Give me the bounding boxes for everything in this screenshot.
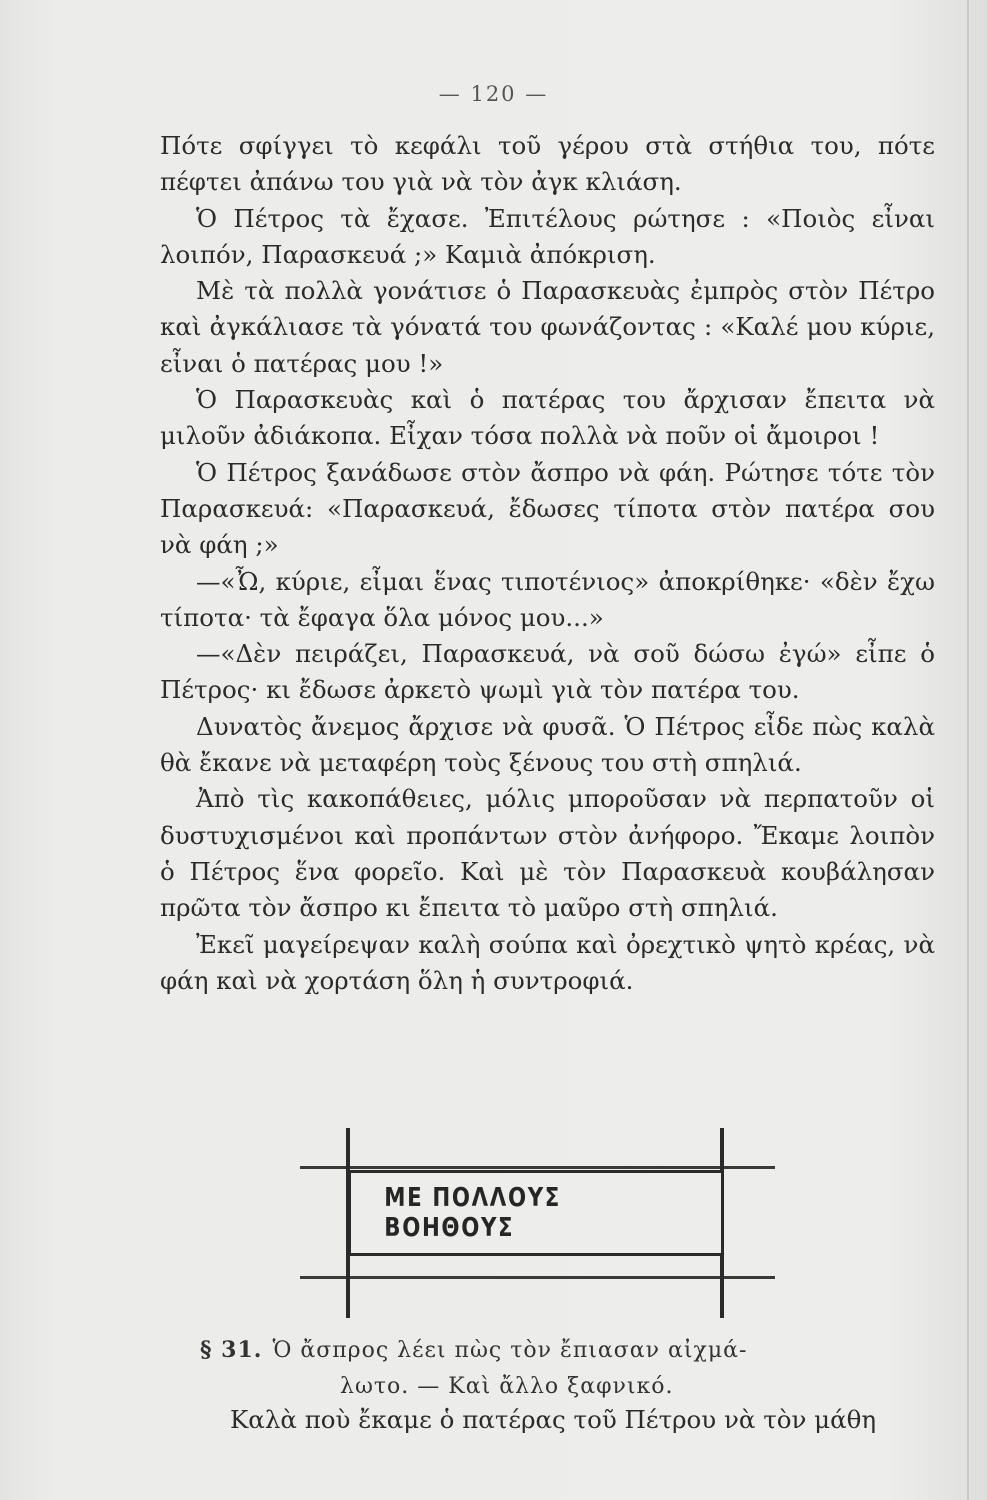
paragraph: Καλὰ ποὺ ἔκαμε ὁ πατέρας τοῦ Πέτρου νὰ τὸν μάθη: [230, 1405, 877, 1434]
section-heading: [200, 1332, 920, 1405]
page-number: — 120 —: [438, 82, 549, 106]
section-title-line1: Ὁ ἄσπρος λέει πὼς τὸν ἔπιασαν αἰχμά-: [272, 1338, 748, 1363]
paragraph: —«Ὦ, κύριε, εἶμαι ἕνας τιποτένιος» ἀποκρίθηκε· «δὲν ἔχω τίποτα· τὰ ἔφαγα ὅλα μόνος μου...»: [160, 566, 935, 632]
chapter-heading-ornament: [300, 1128, 775, 1318]
section-number: § 31.: [200, 1337, 263, 1363]
paragraph: Μὲ τὰ πολλὰ γονάτισε ὁ Παρασκευὰς ἐμπρὸς στὸν Πέτρο καὶ ἀγκάλιασε τὰ γόνατά του φωνάζοντας : «Καλέ μου κύριε, εἶναι ὁ πατέρας μου !»: [160, 276, 935, 378]
paragraph: Πότε σφίγγει τὸ κεφάλι τοῦ γέρου στὰ στήθια του, πότε πέφτει ἀπάνω του γιὰ νὰ τὸν ἀγκ κλιάση.: [160, 131, 935, 197]
paragraph: Ὁ Πέτρος τὰ ἔχασε. Ἐπιτέλους ρώτησε : «Ποιὸς εἶναι λοιπόν, Παρασκευά ;» Καμιὰ ἀπόκριση.: [160, 203, 935, 269]
paragraph: Ὁ Παρασκευὰς καὶ ὁ πατέρας του ἄρχισαν ἔπειτα νὰ μιλοῦν ἀδιάκοπα. Εἶχαν τόσα πολλὰ νὰ ποῦν οἱ ἄμοιροι !: [160, 385, 935, 451]
chapter-title-box: [348, 1170, 724, 1256]
paragraph: Ἀπὸ τὶς κακοπάθειες, μόλις μποροῦσαν νὰ περπατοῦν οἱ δυστυχισμένοι καὶ προπάντων στὸν ἀνήφορο. Ἔκαμε λοιπὸν ὁ Πέτρος ἕνα φορεῖο. Καὶ μὲ τὸν Παρασκευὰ κουβάλησαν πρῶτα τὸν ἄσπρο κι ἔπειτα τὸ μαῦρο στὴ σπηλιά.: [160, 784, 935, 923]
paragraph: —«Δὲν πειράζει, Παρασκευά, νὰ σοῦ δώσω ἐγώ» εἶπε ὁ Πέτρος· κι ἔδωσε ἀρκετὸ ψωμὶ γιὰ τὸν πατέρα του.: [160, 639, 935, 705]
paragraph: Δυνατὸς ἄνεμος ἄρχισε νὰ φυσᾶ. Ὁ Πέτρος εἶδε πὼς καλὰ θὰ ἔκανε νὰ μεταφέρη τοὺς ξένους του στὴ σπηλιά.: [160, 711, 935, 778]
ornament-rule-top: [300, 1166, 775, 1169]
body-text: [160, 128, 935, 999]
chapter-title: ΜΕ ΠΟΛΛΟΥΣ ΒΟΗΘΟΥΣ: [384, 1183, 561, 1243]
paragraph: Ὁ Πέτρος ξανάδωσε στὸν ἄσπρο νὰ φάη. Ρώτησε τότε τὸν Παρασκευά: «Παρασκευά, ἔδωσες τίποτα στὸν πατέρα σου νὰ φάη ;»: [160, 457, 935, 560]
paragraph: Ἐκεῖ μαγείρεψαν καλὴ σούπα καὶ ὀρεχτικὸ ψητὸ κρέας, νὰ φάη καὶ νὰ χορτάση ὅλη ἡ συντροφιά.: [160, 929, 935, 995]
ornament-rule-bottom: [300, 1276, 775, 1279]
section-title-line2: λωτο. — Καὶ ἄλλο ξαφνικό.: [340, 1374, 674, 1399]
page-edge: [967, 0, 969, 1500]
